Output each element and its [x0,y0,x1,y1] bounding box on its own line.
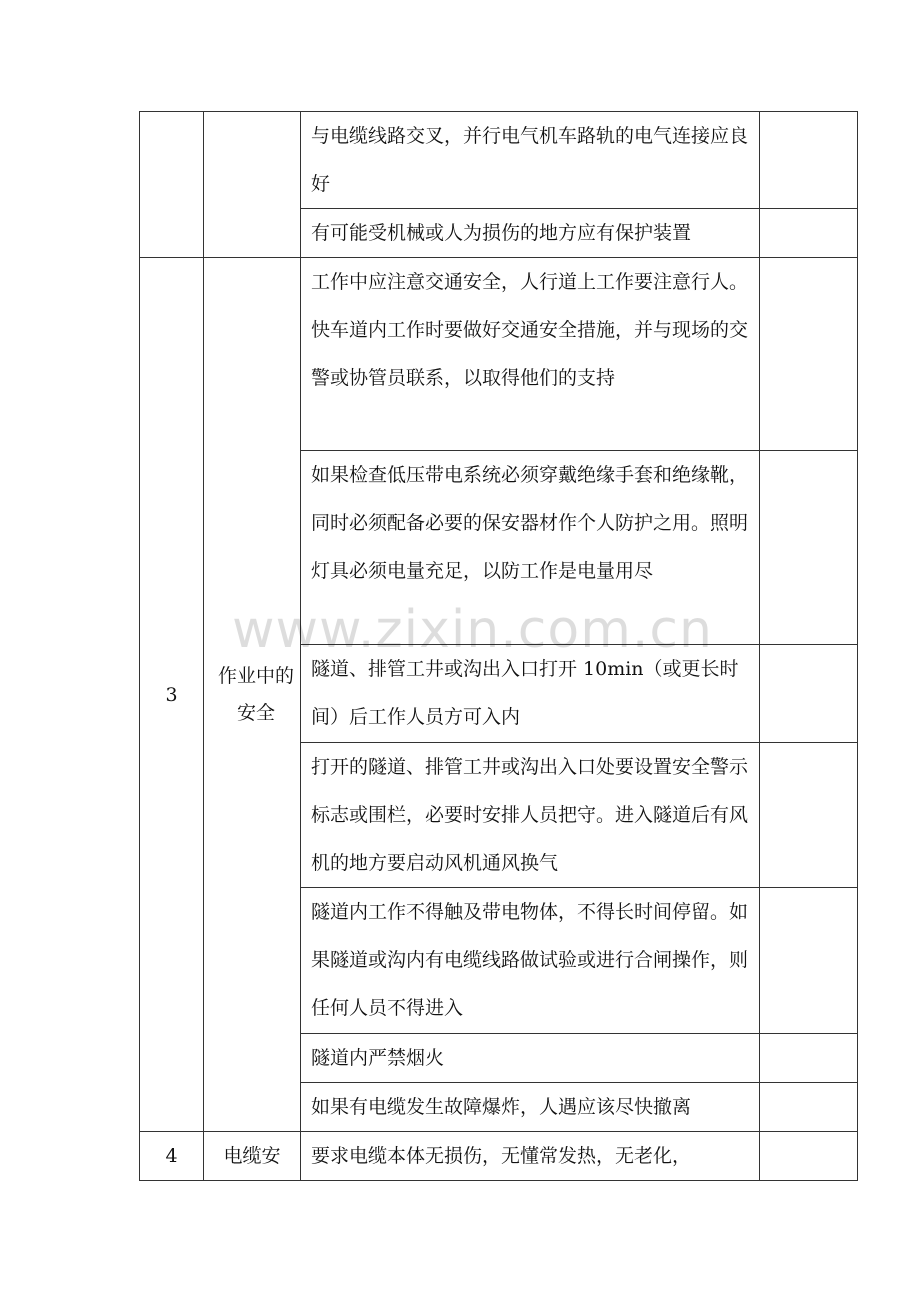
result-cell[interactable] [760,743,858,888]
result-cell[interactable] [760,888,858,1034]
table-row [140,112,858,209]
item-text-cell: 与电缆线路交叉，并行电气机车路轨的电气连接应良好 [301,112,760,209]
item-text-cell: 如果检查低压带电系统必须穿戴绝缘手套和绝缘靴，同时必须配备必要的保安器材作个人防护之用。照明灯具必须电量充足，以防工作是电量用尽 [301,451,760,645]
result-cell[interactable] [760,451,858,645]
item-text-cell: 隧道内严禁烟火 [301,1034,760,1083]
table-row [140,1132,858,1181]
item-text-cell: 如果有电缆发生故障爆炸，人遇应该尽快撤离 [301,1083,760,1132]
item-text-cell: 隧道、排管工井或沟出入口打开 10min（或更长时间）后工作人员方可入内 [301,645,760,743]
item-text-cell: 工作中应注意交通安全，人行道上工作要注意行人。快车道内工作时要做好交通安全措施，并与现场的交警或协管员联系，以取得他们的支持 [301,258,760,451]
row-number-cell: 4 [140,1132,204,1181]
result-cell[interactable] [760,645,858,743]
result-cell[interactable] [760,209,858,258]
row-category-cell: 电缆安 [204,1132,301,1181]
row-category-cell: 作业中的安全 [204,258,301,1132]
table-row [140,258,858,451]
item-text-cell: 打开的隧道、排管工井或沟出入口处要设置安全警示标志或围栏，必要时安排人员把守。进入隧道后有风机的地方要启动风机通风换气 [301,743,760,888]
result-cell[interactable] [760,1034,858,1083]
row-category-cell [204,112,301,258]
result-cell[interactable] [760,258,858,451]
item-text-cell: 隧道内工作不得触及带电物体，不得长时间停留。如果隧道或沟内有电缆线路做试验或进行合闸操作，则任何人员不得进入 [301,888,760,1034]
result-cell[interactable] [760,1083,858,1132]
row-number-cell [140,112,204,258]
inspection-table [139,111,858,1181]
watermark: www.zixin.com.cn [232,600,713,660]
result-cell[interactable] [760,1132,858,1181]
result-cell[interactable] [760,112,858,209]
item-text-cell: 要求电缆本体无损伤，无懂常发热，无老化， [301,1132,760,1181]
item-text-cell: 有可能受机械或人为损伤的地方应有保护装置 [301,209,760,258]
row-number-cell: 3 [140,258,204,1132]
